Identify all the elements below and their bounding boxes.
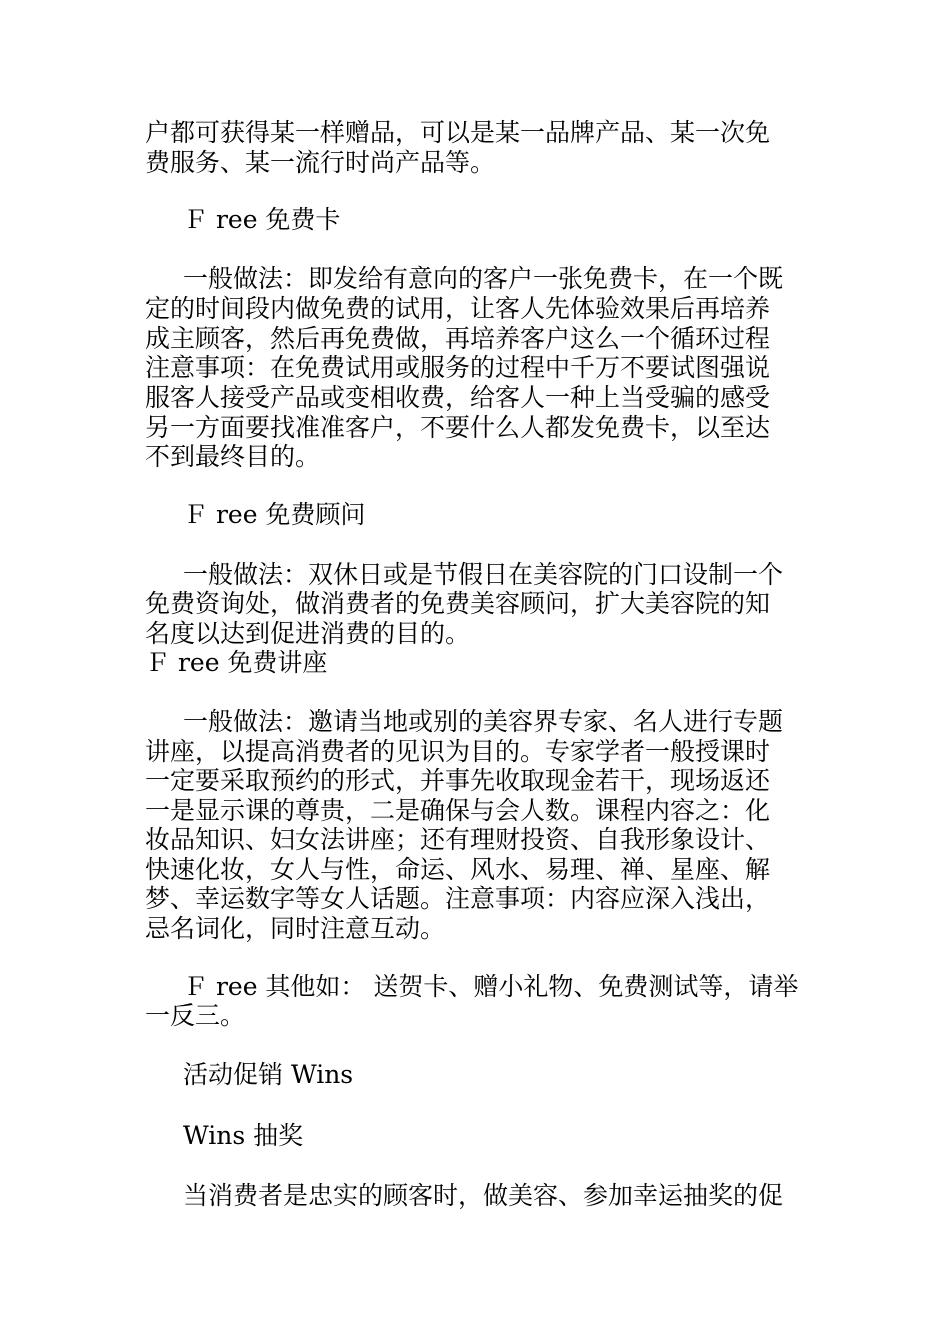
section-heading: Ｆ ree 免费顾问: [183, 500, 366, 529]
paragraph-line: 一般做法：即发给有意向的客户一张免费卡，在一个既: [183, 264, 784, 293]
paragraph-line: 名度以达到促进消费的目的。: [145, 619, 471, 648]
section-heading: Ｆ ree 免费讲座: [145, 648, 328, 677]
section-heading: 活动促销 Wins: [183, 1060, 354, 1089]
paragraph-line: 一般做法：邀请当地或别的美容界专家、名人进行专题: [183, 707, 784, 736]
paragraph-line: 妆品知识、妇女法讲座；还有理财投资、自我形象设计、: [145, 825, 771, 854]
paragraph-line: 注意事项：在免费试用或服务的过程中千万不要试图强说: [145, 353, 771, 382]
paragraph-line: 当消费者是忠实的顾客时，做美容、参加幸运抽奖的促: [183, 1181, 784, 1210]
paragraph-line: 不到最终目的。: [145, 442, 321, 471]
paragraph-line: 定的时间段内做免费的试用，让客人先体验效果后再培养: [145, 294, 771, 323]
paragraph-line: 一是显示课的尊贵，二是确保与会人数。课程内容之：化: [145, 796, 771, 825]
paragraph-line: 忌名词化，同时注意互动。: [145, 914, 446, 943]
paragraph-line: 梦、幸运数字等女人话题。注意事项：内容应深入浅出，: [145, 884, 771, 913]
section-heading: Ｆ ree 免费卡: [183, 205, 341, 234]
paragraph-line: 一般做法：双休日或是节假日在美容院的门口设制一个: [183, 560, 784, 589]
paragraph-line: 成主顾客，然后再免费做，再培养客户这么一个循环过程: [145, 324, 771, 353]
paragraph-line: Ｆ ree 其他如： 送贺卡、赠小礼物、免费测试等，请举: [183, 972, 799, 1001]
paragraph-line: 免费资询处，做消费者的免费美容顾问，扩大美容院的知: [145, 589, 771, 618]
paragraph-line: 一定要采取预约的形式，并事先收取现金若干，现场返还: [145, 766, 771, 795]
paragraph-line: 快速化妆，女人与性，命运、风水、易理、禅、星座、解: [145, 855, 771, 884]
paragraph-line: 讲座，以提高消费者的见识为目的。专家学者一般授课时: [145, 737, 771, 766]
section-heading: Wins 抽奖: [183, 1121, 304, 1150]
paragraph-line: 户都可获得某一样赠品，可以是某一品牌产品、某一次免: [145, 118, 771, 147]
document-page: [145, 0, 815, 1344]
paragraph-line: 费服务、某一流行时尚产品等。: [145, 148, 496, 177]
paragraph-line: 一反三。: [145, 1001, 246, 1030]
paragraph-line: 服客人接受产品或变相收费，给客人一种上当受骗的感受: [145, 383, 771, 412]
paragraph-line: 另一方面要找准准客户，不要什么人都发免费卡，以至达: [145, 413, 771, 442]
